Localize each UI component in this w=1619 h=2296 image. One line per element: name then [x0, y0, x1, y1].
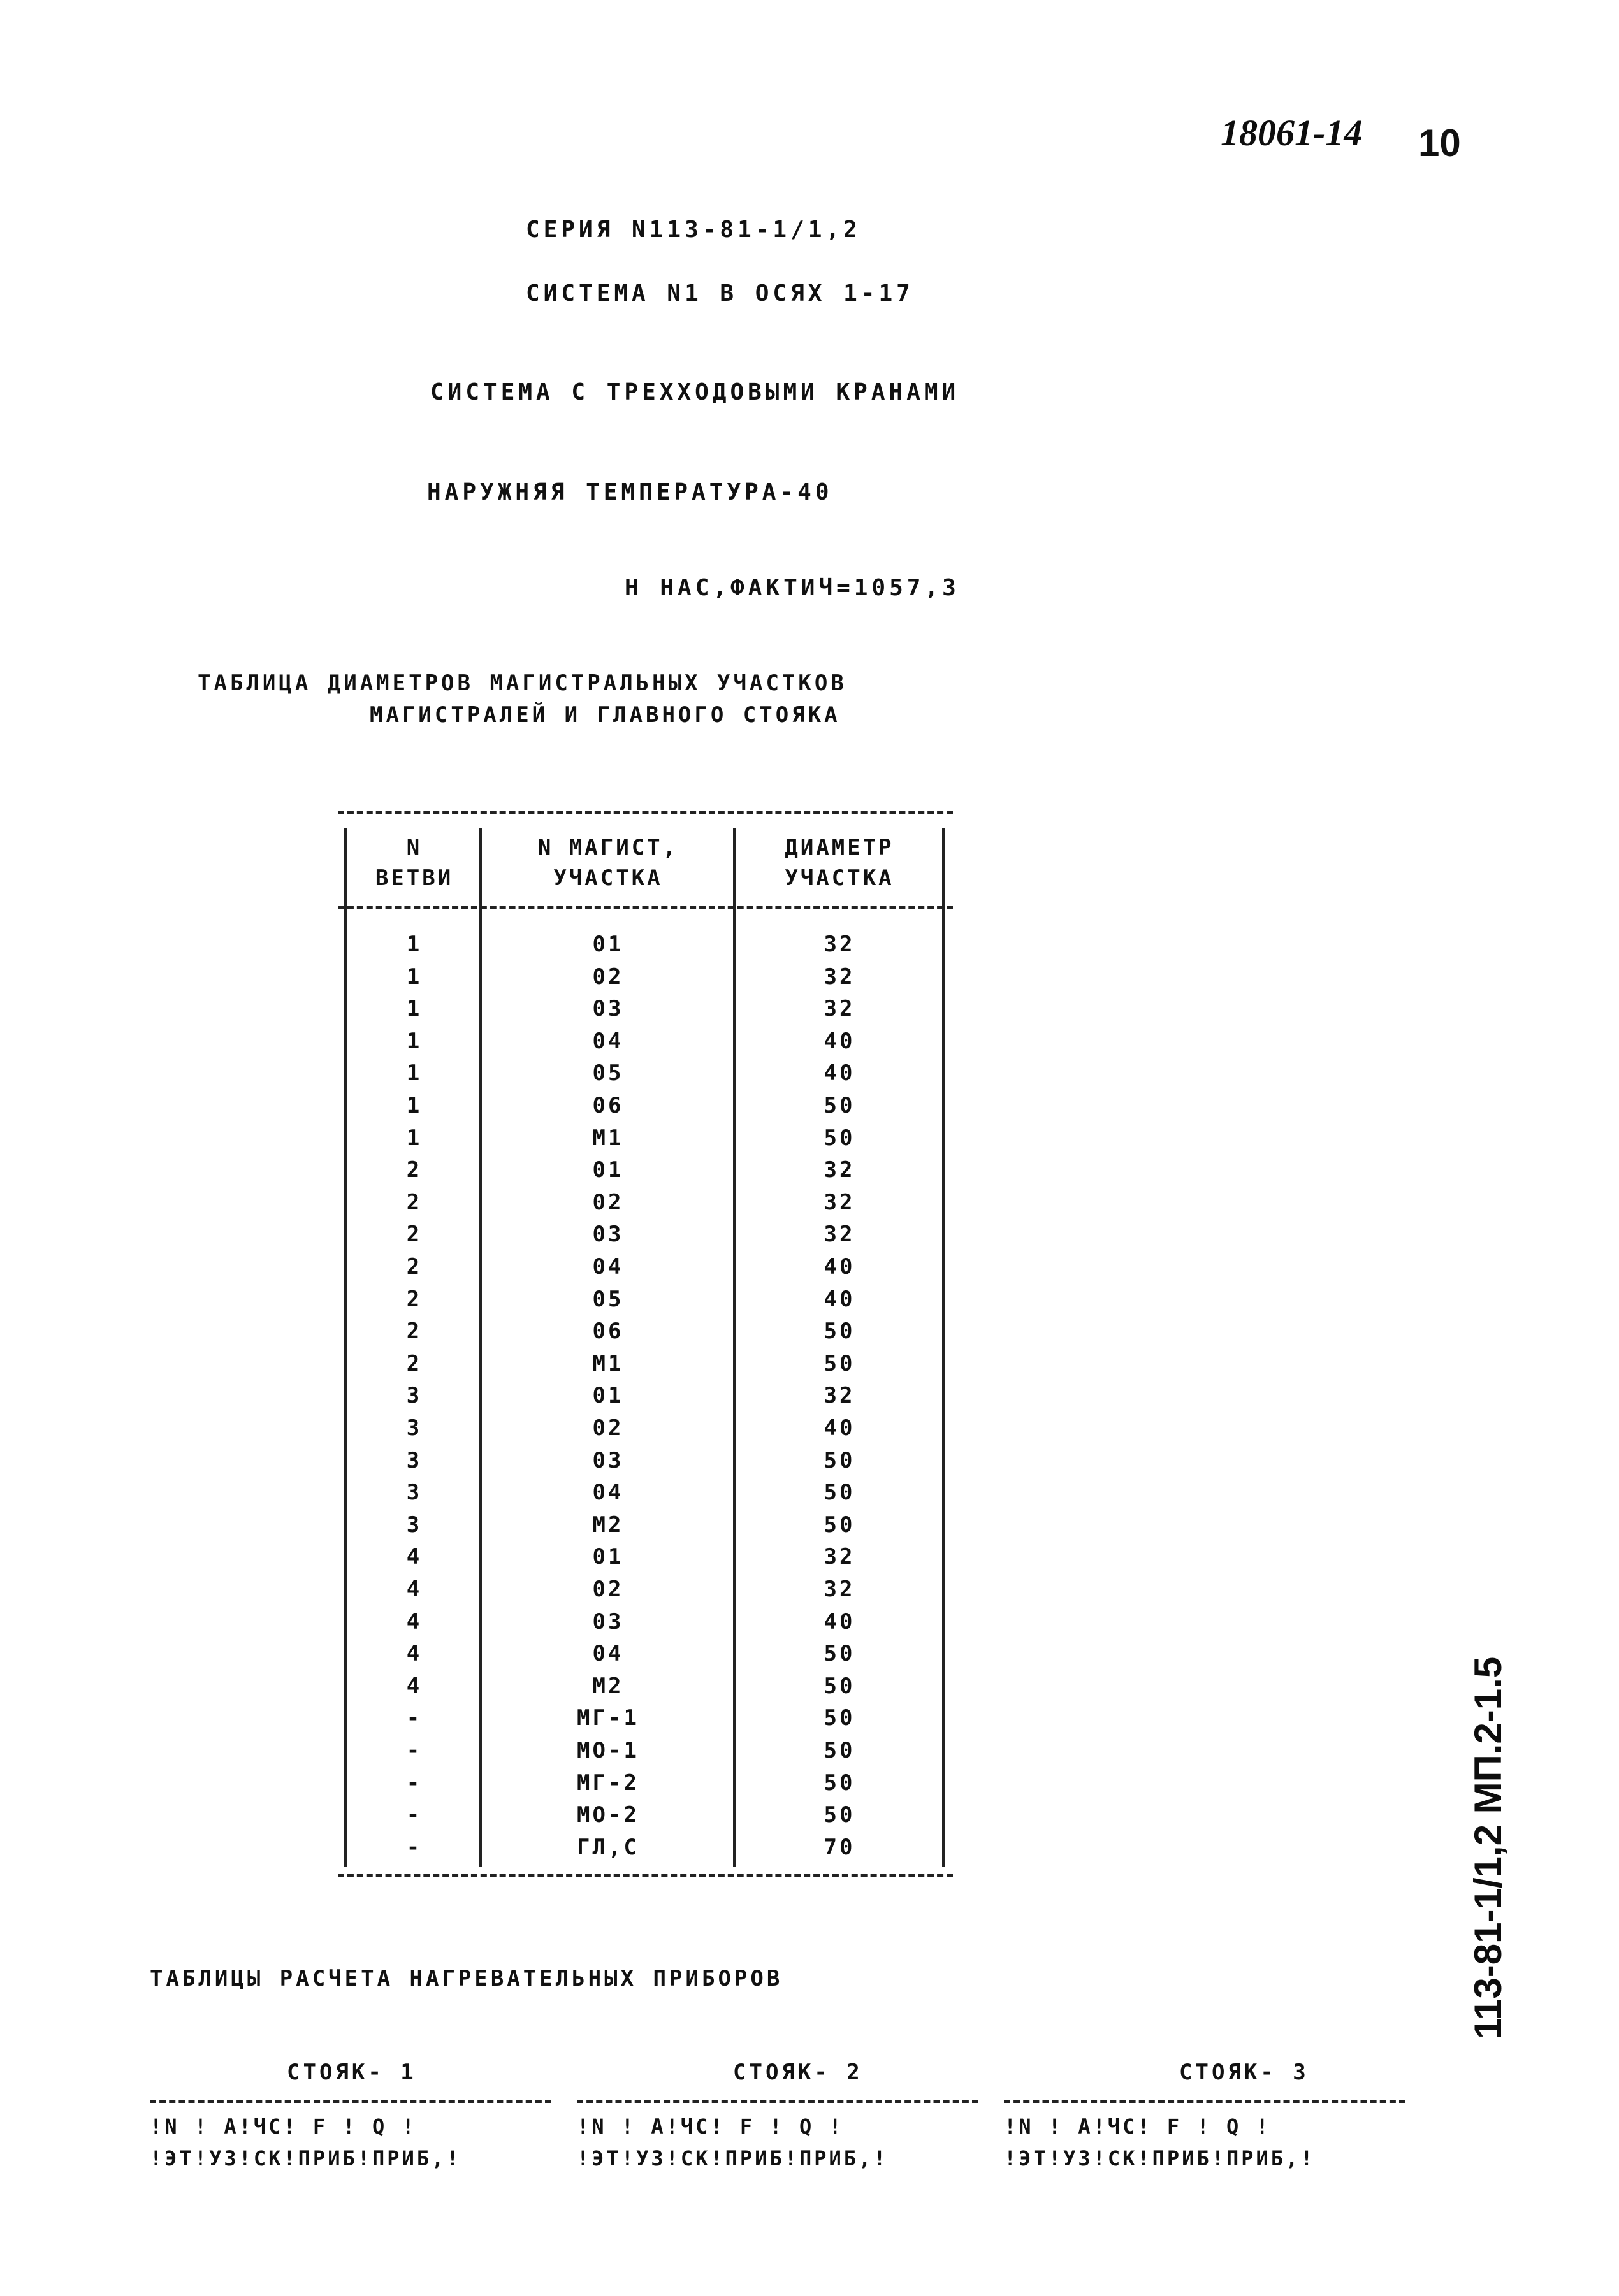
header-branch-l2: ВЕТВИ — [375, 865, 454, 891]
table-header-rule — [338, 906, 953, 909]
section-cell: М1 — [592, 1125, 624, 1151]
header-diameter-l1: ДИАМЕТР — [785, 835, 894, 860]
diameter-cell: 50 — [824, 1318, 855, 1345]
riser-3-header-2: !ЭТ!УЗ!СК!ПРИБ!ПРИБ,! — [1004, 2146, 1316, 2170]
section-cell: 02 — [592, 1189, 624, 1215]
side-stamp: 113-81-1/1,2 МП.2-1.5 — [1467, 1656, 1509, 2039]
diameter-table-title-2: МАГИСТРАЛЕЙ И ГЛАВНОГО СТОЯКА — [370, 702, 841, 728]
table-border-left — [344, 828, 347, 1867]
diameter-cell: 50 — [824, 1480, 855, 1506]
riser-3-header-1: !N ! A!ЧС! F ! Q ! — [1004, 2114, 1271, 2139]
branch-cell: 3 — [406, 1415, 423, 1441]
heaters-table-title: ТАБЛИЦЫ РАСЧЕТА НАГРЕВАТЕЛЬНЫХ ПРИБОРОВ — [150, 1966, 783, 1991]
section-cell: 03 — [592, 1222, 624, 1248]
section-cell: 01 — [592, 1544, 624, 1570]
diameter-cell: 32 — [824, 1222, 855, 1248]
riser-1-rule — [150, 2100, 551, 2103]
riser-2-rule — [577, 2100, 978, 2103]
riser-1-header-2: !ЭТ!УЗ!СК!ПРИБ!ПРИБ,! — [150, 2146, 461, 2170]
riser-2-header-1: !N ! A!ЧС! F ! Q ! — [577, 2114, 844, 2139]
diameter-cell: 32 — [824, 1383, 855, 1409]
branch-cell: 2 — [406, 1286, 423, 1312]
header-branch-l1: N — [406, 835, 423, 860]
branch-cell: 3 — [406, 1512, 423, 1538]
branch-cell: 1 — [406, 1093, 423, 1118]
diameter-cell: 50 — [824, 1641, 855, 1667]
branch-cell: 1 — [406, 932, 423, 957]
diameter-cell: 32 — [824, 964, 855, 990]
diameter-cell: 40 — [824, 1254, 855, 1280]
section-cell: МГ-2 — [577, 1770, 639, 1796]
branch-cell: 3 — [406, 1383, 423, 1409]
section-cell: 03 — [592, 1608, 624, 1635]
diameter-cell: 50 — [824, 1350, 855, 1376]
branch-cell: - — [406, 1802, 423, 1828]
table-divider-1 — [479, 828, 482, 1867]
branch-cell: 2 — [406, 1222, 423, 1248]
branch-cell: 3 — [406, 1480, 423, 1506]
series-line: СЕРИЯ N113-81-1/1,2 — [526, 217, 861, 243]
section-cell: МО-2 — [577, 1802, 639, 1828]
section-cell: 04 — [592, 1028, 624, 1054]
diameter-cell: 40 — [824, 1608, 855, 1635]
section-cell: 02 — [592, 1415, 624, 1441]
diameter-cell: 50 — [824, 1802, 855, 1828]
section-cell: 01 — [592, 1157, 624, 1183]
section-cell: 04 — [592, 1641, 624, 1667]
diameter-cell: 32 — [824, 1189, 855, 1215]
diameter-cell: 40 — [824, 1060, 855, 1087]
riser-2-header-2: !ЭТ!УЗ!СК!ПРИБ!ПРИБ,! — [577, 2146, 889, 2170]
branch-cell: 2 — [406, 1350, 423, 1376]
header-section-l2: УЧАСТКА — [553, 865, 663, 891]
section-cell: М2 — [592, 1673, 624, 1699]
branch-cell: 2 — [406, 1254, 423, 1280]
diameter-cell: 32 — [824, 1577, 855, 1602]
section-cell: М1 — [592, 1350, 624, 1376]
header-section-l1: N МАГИСТ, — [537, 835, 679, 860]
table-divider-2 — [733, 828, 736, 1867]
diameter-table-title-1: ТАБЛИЦА ДИАМЕТРОВ МАГИСТРАЛЬНЫХ УЧАСТКОВ — [198, 670, 847, 696]
branch-cell: 1 — [406, 1028, 423, 1054]
branch-cell: 1 — [406, 1125, 423, 1151]
section-cell: 04 — [592, 1254, 624, 1280]
diameter-cell: 32 — [824, 1544, 855, 1570]
branch-cell: - — [406, 1738, 423, 1763]
branch-cell: 2 — [406, 1189, 423, 1215]
branch-cell: - — [406, 1770, 423, 1796]
branch-cell: 4 — [406, 1608, 423, 1635]
diameter-cell: 32 — [824, 996, 855, 1022]
riser-1-label: СТОЯК- 1 — [287, 2060, 417, 2085]
branch-cell: 4 — [406, 1544, 423, 1570]
table-bottom-rule — [338, 1874, 953, 1877]
diameter-cell: 70 — [824, 1834, 855, 1860]
table-top-rule — [338, 811, 953, 814]
section-cell: 03 — [592, 996, 624, 1022]
diameter-cell: 40 — [824, 1286, 855, 1312]
diameter-cell: 40 — [824, 1028, 855, 1054]
diameter-cell: 50 — [824, 1673, 855, 1699]
section-cell: МО-1 — [577, 1738, 639, 1763]
branch-cell: 4 — [406, 1673, 423, 1699]
system-line: СИСТЕМА N1 В ОСЯХ 1-17 — [526, 280, 914, 307]
branch-cell: 3 — [406, 1447, 423, 1473]
handwritten-number: 18061-14 — [1221, 112, 1363, 154]
branch-cell: 1 — [406, 964, 423, 990]
section-cell: 01 — [592, 1383, 624, 1409]
head-actual-line: Н НАС,ФАКТИЧ=1057,3 — [625, 575, 960, 601]
header-diameter-l2: УЧАСТКА — [785, 865, 894, 891]
section-cell: МГ-1 — [577, 1705, 639, 1731]
diameter-cell: 50 — [824, 1738, 855, 1763]
section-cell: 02 — [592, 1577, 624, 1602]
branch-cell: 1 — [406, 996, 423, 1022]
diameter-cell: 50 — [824, 1093, 855, 1118]
branch-cell: 1 — [406, 1060, 423, 1087]
branch-cell: 4 — [406, 1577, 423, 1602]
riser-2-label: СТОЯК- 2 — [733, 2060, 863, 2085]
branch-cell: 4 — [406, 1641, 423, 1667]
branch-cell: 2 — [406, 1318, 423, 1345]
table-border-right — [942, 828, 945, 1867]
diameter-cell: 40 — [824, 1415, 855, 1441]
section-cell: ГЛ,С — [577, 1834, 639, 1860]
diameter-cell: 50 — [824, 1770, 855, 1796]
diameter-cell: 50 — [824, 1447, 855, 1473]
diameter-cell: 50 — [824, 1705, 855, 1731]
diameter-cell: 32 — [824, 932, 855, 957]
branch-cell: - — [406, 1834, 423, 1860]
section-cell: 02 — [592, 964, 624, 990]
branch-cell: - — [406, 1705, 423, 1731]
section-cell: 05 — [592, 1286, 624, 1312]
diameter-cell: 50 — [824, 1125, 855, 1151]
system-type-line: СИСТЕМА С ТРЕХХОДОВЫМИ КРАНАМИ — [430, 379, 960, 405]
riser-1-header-1: !N ! A!ЧС! F ! Q ! — [150, 2114, 417, 2139]
section-cell: 03 — [592, 1447, 624, 1473]
section-cell: 06 — [592, 1318, 624, 1345]
riser-3-rule — [1004, 2100, 1405, 2103]
section-cell: 04 — [592, 1480, 624, 1506]
outdoor-temp-line: НАРУЖНЯЯ ТЕМПЕРАТУРА-40 — [427, 479, 833, 505]
section-cell: 06 — [592, 1093, 624, 1118]
section-cell: 01 — [592, 932, 624, 957]
riser-3-label: СТОЯК- 3 — [1179, 2060, 1309, 2085]
page-number: 10 — [1418, 122, 1461, 164]
diameter-cell: 50 — [824, 1512, 855, 1538]
section-cell: 05 — [592, 1060, 624, 1087]
diameter-cell: 32 — [824, 1157, 855, 1183]
branch-cell: 2 — [406, 1157, 423, 1183]
section-cell: М2 — [592, 1512, 624, 1538]
